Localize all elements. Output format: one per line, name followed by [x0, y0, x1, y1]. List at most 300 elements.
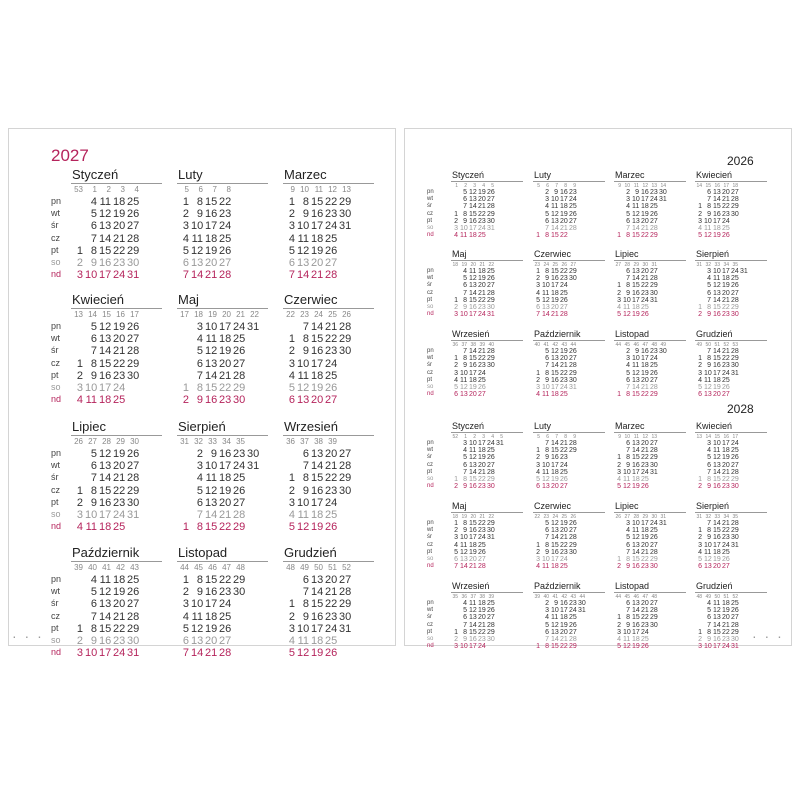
month-name: Październik [534, 329, 581, 339]
day-cell: 25 [722, 225, 730, 232]
day-cell: 28 [233, 369, 246, 382]
week-number: 42 [552, 342, 558, 348]
day-cell: 29 [731, 628, 739, 636]
day-label-6: nd [427, 643, 434, 650]
day-cell: 1 [454, 628, 458, 636]
day-cell: 22 [325, 598, 338, 611]
day-cell: 11 [460, 541, 468, 549]
day-cell: 15 [469, 476, 477, 483]
week-number: 47 [222, 563, 231, 572]
day-cell: 12 [99, 321, 112, 333]
day-cell: 25 [560, 289, 568, 297]
day-cell: 30 [487, 483, 495, 491]
week-number: 11 [314, 185, 323, 194]
day-cell: 20 [713, 563, 721, 571]
day-cell: 16 [551, 376, 559, 384]
week-number: 22 [286, 310, 295, 319]
week-number: 52 [732, 594, 738, 600]
week-number: 5 [537, 183, 540, 189]
week-number: 17 [180, 310, 189, 319]
day-cell: 21 [641, 607, 649, 615]
day-cell: 22 [478, 210, 486, 218]
week-number: 42 [116, 563, 125, 572]
day-cell: 29 [233, 521, 246, 534]
day-cell: 10 [460, 643, 468, 651]
day-cell: 17 [469, 369, 477, 377]
day-cell: 8 [707, 304, 711, 311]
day-cell: 20 [219, 496, 232, 509]
day-cell: 6 [302, 574, 309, 586]
day-cell: 28 [731, 348, 739, 355]
day-cell: 2 [76, 257, 83, 269]
day-cell: 8 [90, 357, 97, 370]
day-cell: 26 [731, 607, 739, 615]
day-cell: 5 [288, 521, 295, 534]
day-cell: 12 [205, 345, 218, 358]
month-grid [71, 562, 162, 659]
month-name: Marzec [615, 421, 645, 431]
day-cell: 8 [302, 333, 309, 346]
day-cell: 25 [478, 376, 486, 384]
week-number: 39 [488, 594, 494, 600]
day-label-1: wt [427, 196, 433, 203]
day-cell: 7 [463, 289, 467, 297]
day-cell: 22 [113, 484, 126, 497]
day-cell: 19 [632, 483, 640, 491]
day-cell: 11 [297, 369, 309, 382]
day-cell: 19 [478, 275, 486, 283]
day-cell: 20 [722, 189, 730, 196]
day-cell: 3 [288, 220, 295, 233]
week-number: 23 [300, 310, 309, 319]
year-title-2028: 2028 [727, 402, 754, 416]
day-cell: 21 [722, 296, 730, 304]
week-number: 25 [561, 514, 567, 520]
day-label-0: pn [51, 321, 62, 331]
day-cell: 9 [635, 348, 639, 355]
day-cell: 12 [704, 384, 712, 391]
day-cell: 4 [90, 196, 97, 208]
day-cell: 25 [641, 304, 649, 311]
day-cell: 7 [545, 225, 549, 232]
week-number: 2 [473, 434, 476, 440]
day-cell: 30 [569, 376, 577, 384]
day-cell: 10 [542, 282, 550, 290]
day-cell: 20 [560, 628, 568, 636]
day-cell: 29 [487, 476, 495, 483]
day-cell: 9 [90, 635, 97, 647]
day-cell: 4 [454, 376, 458, 384]
day-cell: 21 [478, 468, 486, 476]
week-number: 4 [491, 434, 494, 440]
day-cell: 8 [707, 355, 711, 363]
day-cell: 30 [487, 362, 495, 370]
day-cell: 26 [650, 369, 658, 377]
day-cell: 17 [641, 520, 649, 527]
day-cell: 7 [626, 548, 630, 556]
week-number: 49 [660, 342, 666, 348]
day-cell: 15 [713, 476, 721, 483]
day-cell: 3 [288, 357, 295, 370]
month-block [71, 545, 162, 659]
day-cell: 31 [487, 534, 495, 542]
day-label-3: cz [51, 232, 60, 243]
day-cell: 12 [460, 384, 468, 391]
day-cell: 9 [707, 534, 711, 542]
day-cell: 26 [641, 483, 649, 491]
day-cell: 5 [545, 348, 549, 355]
day-cell: 5 [454, 548, 458, 556]
day-cell: 13 [551, 527, 559, 535]
day-cell: 29 [127, 244, 140, 257]
day-cell: 5 [707, 454, 711, 462]
day-cell: 21 [219, 369, 232, 382]
month-grid [695, 182, 767, 239]
day-cell: 29 [339, 598, 352, 611]
day-cell: 11 [632, 362, 640, 370]
week-number: 37 [300, 437, 309, 446]
day-cell: 1 [182, 521, 189, 534]
day-cell: 20 [560, 527, 568, 535]
day-cell: 28 [569, 534, 577, 542]
day-cell: 2 [536, 548, 540, 556]
day-cell: 3 [536, 282, 540, 290]
day-label-1: wt [427, 355, 433, 362]
day-cell: 8 [302, 196, 309, 208]
day-cell: 17 [205, 598, 218, 611]
week-number: 1 [464, 434, 467, 440]
day-cell: 8 [196, 521, 203, 534]
day-cell: 21 [641, 447, 649, 455]
day-cell: 7 [463, 348, 467, 355]
day-cell: 22 [722, 203, 730, 211]
day-cell: 5 [182, 622, 189, 635]
day-cell: 21 [478, 203, 486, 211]
day-cell: 10 [632, 520, 640, 527]
day-cell: 17 [311, 357, 324, 370]
week-number: 33 [714, 262, 720, 268]
day-cell: 12 [191, 244, 204, 257]
day-cell: 13 [205, 496, 218, 509]
day-cell: 30 [659, 348, 667, 355]
week-number: 23 [534, 262, 540, 268]
day-cell: 2 [182, 394, 189, 407]
day-cell: 22 [219, 382, 232, 394]
day-cell: 17 [641, 355, 649, 363]
day-cell: 5 [463, 607, 467, 615]
day-cell: 14 [311, 586, 324, 599]
day-cell: 4 [545, 614, 549, 622]
day-cell: 28 [339, 460, 352, 473]
day-cell: 20 [478, 196, 486, 204]
day-cell: 17 [99, 509, 112, 521]
day-cell: 15 [469, 210, 477, 218]
week-number: 52 [452, 434, 458, 440]
day-cell: 23 [478, 527, 486, 535]
day-cell: 30 [339, 610, 352, 623]
day-cell: 7 [196, 509, 203, 521]
day-cell: 13 [632, 268, 640, 275]
day-cell: 2 [545, 189, 549, 196]
day-cell: 24 [722, 217, 730, 225]
day-cell: 18 [641, 362, 649, 370]
day-cell: 3 [463, 440, 467, 447]
day-label-4: pt [427, 548, 433, 555]
day-cell: 21 [722, 468, 730, 476]
day-cell: 14 [99, 345, 112, 358]
day-cell: 15 [713, 628, 721, 636]
day-cell: 22 [219, 521, 232, 534]
day-cell: 3 [545, 196, 549, 204]
week-number: 43 [561, 342, 567, 348]
day-cell: 3 [626, 355, 630, 363]
week-number: 18 [194, 310, 203, 319]
day-cell: 3 [617, 296, 621, 304]
week-number: 22 [488, 262, 494, 268]
week-number: 14 [660, 183, 666, 189]
day-cell: 5 [196, 484, 203, 497]
day-cell: 22 [113, 244, 126, 257]
day-cell: 15 [99, 484, 112, 497]
day-cell: 2 [288, 610, 295, 623]
day-cell: 9 [90, 369, 97, 382]
day-cell: 28 [650, 548, 658, 556]
day-cell: 29 [650, 232, 658, 240]
day-cell: 24 [560, 384, 568, 391]
day-cell: 15 [99, 622, 112, 635]
day-cell: 26 [127, 321, 140, 333]
day-cell: 26 [569, 621, 577, 629]
day-cell: 7 [545, 636, 549, 643]
day-cell: 28 [569, 636, 577, 643]
day-cell: 13 [99, 333, 112, 346]
day-cell: 16 [205, 394, 218, 407]
day-cell: 13 [99, 220, 112, 233]
day-cell: 31 [127, 269, 140, 282]
week-number: 37 [470, 594, 476, 600]
day-cell: 7 [288, 269, 295, 282]
day-cell: 16 [632, 461, 640, 469]
day-cell: 10 [460, 311, 468, 319]
month-block [533, 170, 605, 239]
month-block [614, 170, 686, 239]
day-cell: 4 [454, 541, 458, 549]
day-cell: 17 [632, 468, 640, 476]
month-grid [695, 341, 767, 398]
week-number: 33 [208, 437, 217, 446]
day-cell: 30 [731, 483, 739, 491]
day-cell: 10 [460, 534, 468, 542]
day-cell: 12 [469, 454, 477, 462]
week-number: 8 [226, 185, 231, 194]
day-cell: 19 [478, 607, 486, 615]
day-cell: 22 [560, 447, 568, 455]
week-number: 26 [74, 437, 83, 446]
day-cell: 15 [205, 521, 218, 534]
week-number: 1 [92, 185, 97, 194]
day-cell: 28 [233, 509, 246, 521]
day-cell: 23 [478, 362, 486, 370]
day-cell: 21 [205, 269, 218, 282]
day-cell: 3 [454, 311, 458, 319]
day-cell: 17 [560, 607, 568, 615]
day-cell: 30 [569, 275, 577, 283]
day-cell: 14 [632, 384, 640, 391]
day-cell: 28 [487, 289, 495, 297]
day-cell: 23 [569, 600, 577, 607]
month-grid [695, 433, 767, 490]
day-cell: 24 [219, 598, 232, 611]
day-cell: 3 [536, 556, 540, 563]
day-cell: 28 [731, 621, 739, 629]
day-cell: 21 [113, 345, 126, 358]
day-cell: 14 [99, 610, 112, 623]
day-cell: 14 [632, 275, 640, 283]
day-cell: 4 [626, 203, 630, 211]
day-cell: 11 [205, 333, 217, 346]
day-cell: 5 [626, 210, 630, 218]
day-cell: 21 [641, 548, 649, 556]
day-cell: 4 [463, 268, 467, 275]
day-cell: 26 [127, 208, 140, 221]
day-label-2: śr [51, 220, 59, 231]
day-cell: 2 [196, 448, 203, 460]
day-cell: 13 [632, 600, 640, 607]
day-cell: 26 [731, 282, 739, 290]
day-cell: 11 [704, 548, 712, 556]
day-cell: 17 [469, 534, 477, 542]
day-label-5: so [51, 509, 61, 519]
day-cell: 3 [454, 369, 458, 377]
day-cell: 3 [288, 496, 295, 509]
day-cell: 28 [219, 647, 232, 660]
day-cell: 11 [623, 304, 631, 311]
day-cell: 31 [731, 643, 739, 651]
day-cell: 21 [560, 440, 568, 447]
day-cell: 11 [191, 610, 203, 623]
day-cell: 24 [325, 357, 338, 370]
day-label-0: pn [427, 189, 434, 195]
day-cell: 23 [478, 636, 486, 643]
week-number: 17 [130, 310, 139, 319]
day-label-1: wt [51, 586, 60, 597]
week-number: 6 [198, 185, 203, 194]
week-number: 24 [543, 262, 549, 268]
day-cell: 9 [463, 636, 467, 643]
day-cell: 1 [698, 628, 702, 636]
day-cell: 30 [731, 210, 739, 218]
week-number: 32 [705, 514, 711, 520]
day-cell: 7 [90, 472, 97, 485]
day-cell: 2 [617, 461, 621, 469]
week-number: 22 [534, 514, 540, 520]
day-cell: 2 [288, 208, 295, 221]
day-cell: 2 [698, 210, 702, 218]
day-cell: 21 [722, 520, 730, 527]
day-cell: 10 [623, 628, 631, 636]
day-label-1: wt [427, 607, 433, 614]
day-cell: 7 [626, 275, 630, 283]
day-cell: 9 [626, 289, 630, 297]
day-cell: 10 [297, 496, 310, 509]
day-cell: 15 [632, 391, 640, 399]
day-cell: 26 [127, 586, 140, 599]
day-cell: 1 [76, 357, 83, 370]
day-cell: 11 [297, 635, 309, 647]
day-cell: 25 [722, 376, 730, 384]
day-cell: 5 [698, 556, 702, 563]
week-number: 32 [194, 437, 203, 446]
week-number: 14 [696, 183, 702, 189]
day-cell: 8 [196, 574, 203, 586]
month-block [695, 421, 767, 490]
day-cell: 3 [196, 321, 203, 333]
week-number: 20 [470, 514, 476, 520]
month-block [614, 249, 686, 318]
day-cell: 6 [707, 189, 711, 196]
day-cell: 22 [641, 391, 649, 399]
day-cell: 23 [650, 189, 658, 196]
day-cell: 13 [632, 376, 640, 384]
day-cell: 29 [731, 355, 739, 363]
week-number: 47 [642, 594, 648, 600]
week-number: 40 [534, 342, 540, 348]
day-cell: 13 [460, 391, 468, 399]
day-cell: 24 [113, 269, 126, 282]
day-cell: 2 [454, 527, 458, 535]
day-cell: 18 [722, 447, 730, 455]
day-cell: 10 [704, 217, 712, 225]
day-cell: 27 [569, 217, 577, 225]
day-cell: 2 [626, 348, 630, 355]
day-cell: 24 [478, 225, 486, 232]
day-cell: 25 [641, 476, 649, 483]
day-cell: 24 [722, 643, 730, 651]
day-cell: 21 [325, 460, 338, 473]
month-name: Maj [452, 501, 467, 511]
day-cell: 30 [233, 394, 246, 407]
day-label-5: so [51, 257, 61, 267]
month-block [614, 501, 686, 570]
day-cell: 19 [113, 208, 126, 221]
day-cell: 14 [713, 468, 721, 476]
month-grid [695, 261, 767, 318]
day-cell: 15 [551, 447, 559, 455]
day-cell: 16 [551, 454, 559, 462]
day-cell: 2 [626, 189, 630, 196]
day-cell: 28 [650, 607, 658, 615]
day-cell: 12 [297, 382, 310, 394]
day-cell: 18 [641, 527, 649, 535]
day-cell: 16 [205, 586, 218, 599]
week-number: 3 [120, 185, 125, 194]
day-cell: 16 [99, 635, 112, 647]
day-cell: 27 [569, 355, 577, 363]
day-cell: 16 [713, 311, 721, 319]
day-cell: 24 [219, 220, 232, 233]
day-cell: 20 [478, 282, 486, 290]
week-number: 13 [651, 434, 657, 440]
day-cell: 15 [551, 541, 559, 549]
day-cell: 14 [551, 534, 559, 542]
day-cell: 16 [632, 621, 640, 629]
day-cell: 20 [722, 461, 730, 469]
day-cell: 6 [463, 282, 467, 290]
month-grid [177, 562, 268, 659]
week-number: 4 [482, 183, 485, 189]
day-cell: 26 [233, 484, 246, 497]
week-number: 51 [714, 342, 720, 348]
